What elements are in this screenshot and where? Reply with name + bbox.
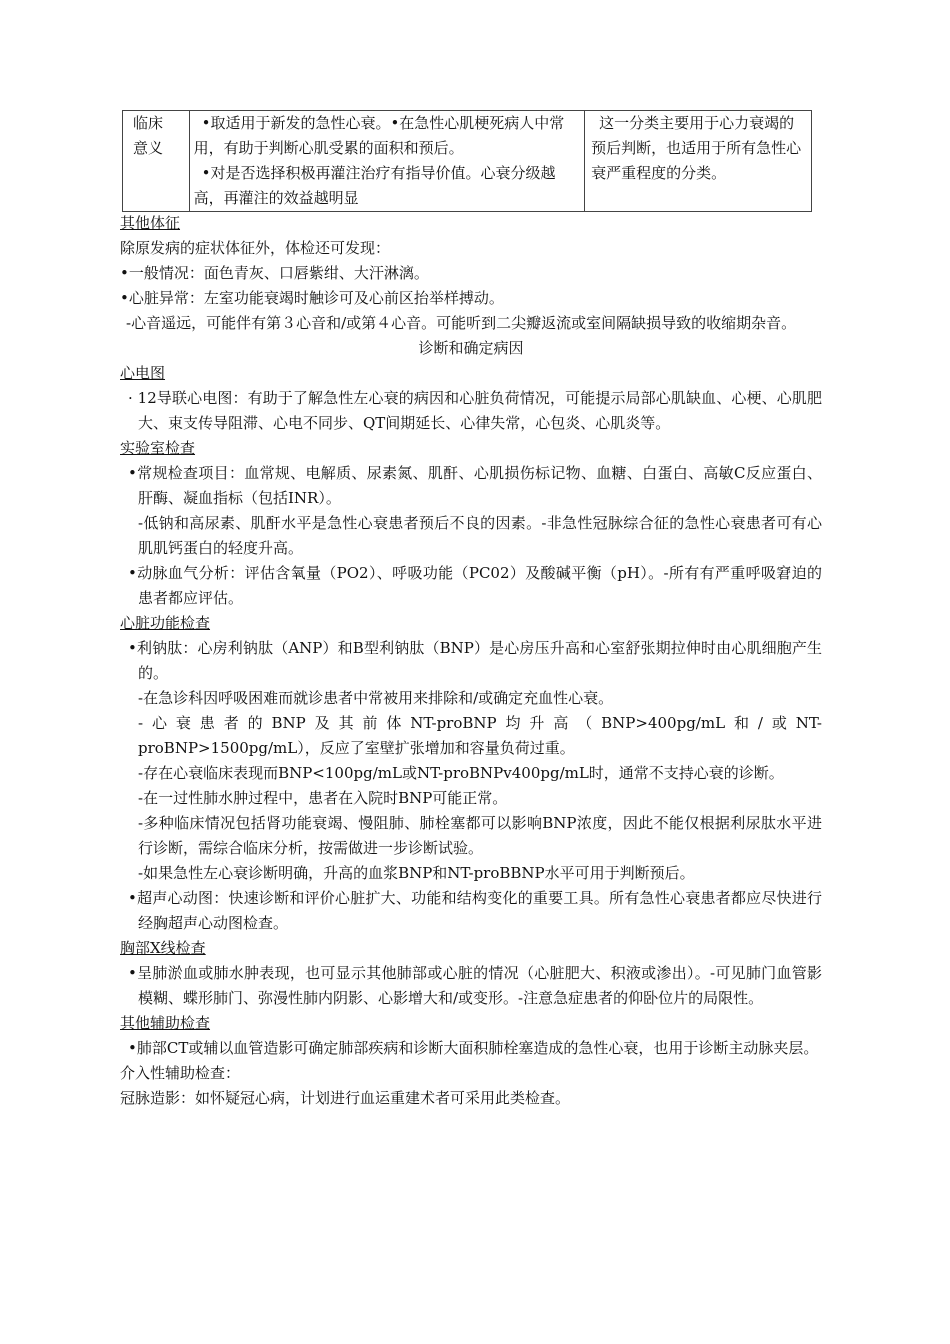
paragraph: · 12导联心电图：有助于了解急性左心衰的病因和心脏负荷情况，可能提示局部心肌缺血、心梗、心肌肥大、束支传导阻滞、心电不同步、QT间期延长、心律失常，心包炎、心肌炎等。 xyxy=(128,389,822,432)
section-heading-cardiac: 心脏功能检查 xyxy=(120,614,211,632)
note-item: -如果急性左心衰诊断明确，升高的血浆BNP和NT-proBBNP水平可用于判断预后。 xyxy=(138,864,695,882)
table-row xyxy=(123,111,812,212)
paragraph: 除原发病的症状体征外，体检还可发现： xyxy=(120,239,391,257)
table-cell-note xyxy=(585,111,812,212)
table-row-label: 临床 意义 xyxy=(123,111,190,212)
document-body xyxy=(120,211,822,1111)
table-cell-clinical xyxy=(189,111,584,212)
bullet-item: •呈肺淤血或肺水肿表现，也可显示其他肺部或心脏的情况（心脏肥大、积液或渗出）。-可见肺门血管影模糊、蝶形肺门、弥漫性肺内阴影、心影增大和/或变形。-注意急症患者的仰卧位片的局限性。 xyxy=(128,964,822,1007)
section-heading-invasive: 介入性辅助检查： xyxy=(120,1064,241,1082)
bullet-item: •肺部CT或辅以血管造影可确定肺部疾病和诊断大面积肺栓塞造成的急性心衰，也用于诊断主动脉夹层。 xyxy=(128,1039,819,1057)
bullet-item: -心音遥远，可能伴有第３心音和/或第４心音。可能听到二尖瓣返流或室间隔缺损导致的收缩期杂音。 xyxy=(126,314,797,332)
bullet-item: •心脏异常：左室功能衰竭时触诊可及心前区抬举样搏动。 xyxy=(120,289,504,307)
table-cell-paragraph: •对是否选择积极再灌注治疗有指导价值。心衰分级越高，再灌注的效益越明显 xyxy=(193,164,556,207)
table-cell-paragraph: •取适用于新发的急性心衰。•在急性心肌梗死病人中常用，有助于判断心肌受累的面积和预后。 xyxy=(193,114,565,157)
section-heading-xray: 胸部X线检查 xyxy=(120,939,206,957)
section-heading-ecg: 心电图 xyxy=(120,364,166,382)
bullet-item: •超声心动图：快速诊断和评价心脏扩大、功能和结构变化的重要工具。所有急性心衰患者都应尽快进行经胸超声心动图检查。 xyxy=(128,889,822,932)
note-item: -心衰患者的BNP及其前体NT-proBNP均升高（BNP>400pg/mL和/或NT-proBNP>1500pg/mL），反应了室壁扩张增加和容量负荷过重。 xyxy=(138,714,822,757)
note-item: -在一过性肺水肿过程中，患者在入院时BNP可能正常。 xyxy=(138,789,508,807)
section-title: 诊断和确定病因 xyxy=(418,339,524,357)
section-heading-lab: 实验室检查 xyxy=(120,439,196,457)
note-item: -在急诊科因呼吸困难而就诊患者中常被用来排除和/或确定充血性心衰。 xyxy=(138,689,614,707)
note-item: -多种临床情况包括肾功能衰竭、慢阻肺、肺栓塞都可以影响BNP浓度，因此不能仅根据利尿肽水平进行诊断，需综合临床分析，按需做进一步诊断试验。 xyxy=(138,814,822,857)
note-item: -存在心衰临床表现而BNP<100pg/mL或NT-proBNPv400pg/mL时，通常不支持心衰的诊断。 xyxy=(138,764,784,782)
section-heading-aux: 其他辅助检查 xyxy=(120,1014,211,1032)
bullet-item: •利钠肽：心房利钠肽（ANP）和B型利钠肽（BNP）是心房压升高和心室舒张期拉伸时由心肌细胞产生的。 xyxy=(128,639,822,682)
bullet-item: •一般情况：面色青灰、口唇紫绀、大汗淋漓。 xyxy=(120,264,429,282)
table-cell-paragraph: 这一分类主要用于心力衰竭的预后判断，也适用于所有急性心衰严重程度的分类。 xyxy=(591,114,802,182)
classification-table xyxy=(122,110,812,212)
bullet-item: •动脉血气分析：评估含氧量（PO2）、呼吸功能（PC02）及酸碱平衡（pH）。-所有有严重呼吸窘迫的患者都应评估。 xyxy=(128,564,822,607)
bullet-item: •常规检查项目：血常规、电解质、尿素氮、肌酐、心肌损伤标记物、血糖、白蛋白、高敏C反应蛋白、肝酶、凝血指标（包括INR）。 xyxy=(128,464,822,507)
section-heading-signs: 其他体征 xyxy=(120,214,181,232)
paragraph: 冠脉造影：如怀疑冠心病，计划进行血运重建术者可采用此类检查。 xyxy=(120,1089,571,1107)
note-item: -低钠和高尿素、肌酐水平是急性心衰患者预后不良的因素。-非急性冠脉综合征的急性心衰患者可有心肌肌钙蛋白的轻度升高。 xyxy=(138,514,822,557)
